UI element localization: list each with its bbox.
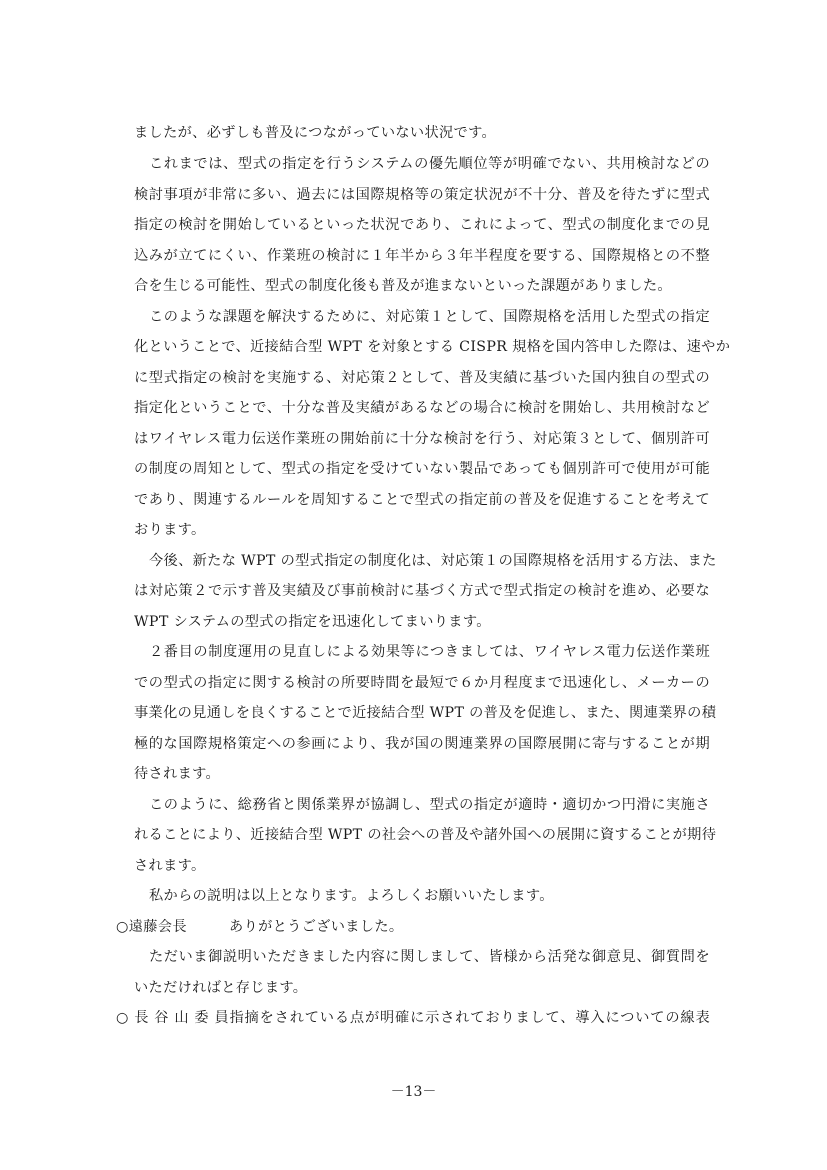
body-line: このような課題を解決するために、対応策１として、国際規格を活用した型式の指定: [149, 309, 710, 325]
speaker-text: ありがとうございました。: [229, 919, 404, 935]
body-line: ２番目の制度運用の見直しによる効果等につきましては、ワイヤレス電力伝送作業班: [149, 644, 710, 660]
body-line: での型式の指定に関する検討の所要時間を最短で６か月程度まで迅速化し、メーカーの: [134, 675, 710, 691]
speaker-line-endo: [116, 917, 403, 937]
body-line: 指定化ということで、十分な普及実績があるなどの場合に検討を開始し、共用検討など: [134, 400, 710, 416]
body-line: WPT システムの型式の指定を迅速化してまいります。: [134, 614, 491, 630]
body-line: 指定の検討を開始しているといった状況であり、これによって、型式の制度化までの見: [134, 217, 710, 233]
body-line: 待されます。: [134, 766, 221, 782]
speaker-name: ○遠藤会長: [116, 919, 187, 935]
body-line: このように、総務省と関係業界が協調し、型式の指定が適時・適切かつ円滑に実施さ: [149, 797, 710, 813]
body-line: ましたが、必ずしも普及につながっていない状況です。: [134, 125, 497, 141]
body-line: 私からの説明は以上となります。よろしくお願いいたします。: [149, 888, 554, 904]
body-line: 化ということで、近接結合型 WPT を対象とする CISPR 規格を国内答申した際は、速やか: [134, 339, 731, 355]
body-line: 合を生じる可能性、型式の制度化後も普及が進まないといった課題がありました。: [134, 278, 672, 294]
body-line: おります。: [134, 522, 206, 538]
body-line: 今後、新たな WPT の型式指定の制度化は、対応策１の国際規格を活用する方法、また: [149, 553, 717, 569]
speaker-name: ○長谷山委員: [116, 1010, 229, 1026]
body-line: はワイヤレス電力伝送作業班の開始前に十分な検討を行う、対応策３として、個別許可: [134, 431, 710, 447]
body-line: 事業化の見通しを良くすることで近接結合型 WPT の普及を促進し、また、関連業界の積: [134, 705, 717, 721]
page-number: －13－: [390, 1084, 437, 1100]
body-line: いただければと存じます。: [134, 980, 308, 996]
body-line: 検討事項が非常に多い、過去には国際規格等の策定状況が不十分、普及を待たずに型式: [134, 187, 710, 203]
body-line: に型式指定の検討を実施する、対応策２として、普及実績に基づいた国内独自の型式の: [134, 370, 710, 386]
body-line: れることにより、近接結合型 WPT の社会への普及や諸外国への展開に資することが期待: [134, 827, 717, 843]
body-line: は対応策２で示す普及実績及び事前検討に基づく方式で型式指定の検討を進め、必要な: [134, 583, 710, 599]
body-line: の制度の周知として、型式の指定を受けていない製品であっても個別許可で使用が可能: [134, 461, 710, 477]
body-line: されます。: [134, 858, 206, 874]
body-line: これまでは、型式の指定を行うシステムの優先順位等が明確でない、共用検討などの: [149, 156, 710, 172]
body-line: ただいま御説明いただきました内容に関しまして、皆様から活発な御意見、御質問を: [149, 949, 710, 965]
speaker-line-hasegawa: [116, 1008, 710, 1028]
body-line: であり、関連するルールを周知することで型式の指定前の普及を促進することを考えて: [134, 492, 710, 508]
body-line: 極的な国際規格策定への参画により、我が国の関連業界の国際展開に寄与することが期: [134, 736, 710, 752]
body-line: 込みが立てにくい、作業班の検討に１年半から３年半程度を要する、国際規格との不整: [134, 248, 710, 264]
speaker-text: 指摘をされている点が明確に示されておりまして、導入についての線表: [229, 1010, 710, 1026]
